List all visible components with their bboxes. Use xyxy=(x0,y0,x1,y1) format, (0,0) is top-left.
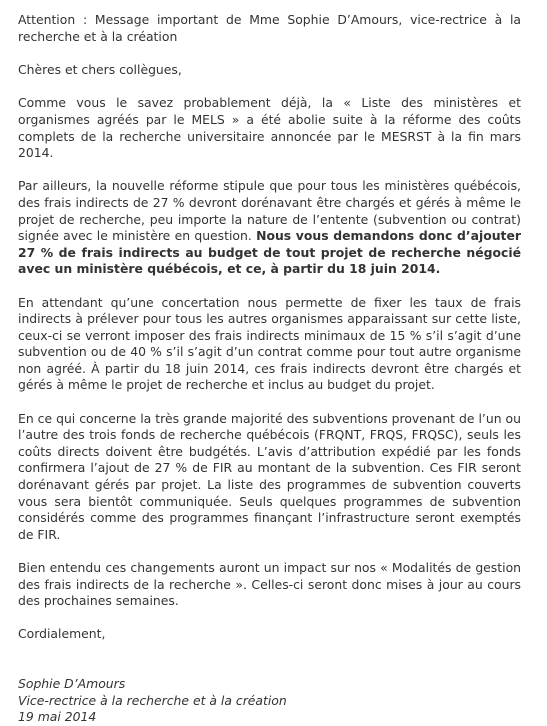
paragraph-reform xyxy=(18,178,521,278)
paragraph-abolition: Comme vous le savez probablement déjà, la « Liste des ministères et organismes agréés par le MELS » a été abolie suite à la réforme des coûts complets de la recherche universitaire annoncée par le MESRST à la fin mars 2014. xyxy=(18,95,521,161)
signature-date: 19 mai 2014 xyxy=(18,709,97,725)
signature-block xyxy=(18,676,521,726)
signature-name: Sophie D’Amours xyxy=(18,675,126,691)
paragraph-changes: Bien entendu ces changements auront un impact sur nos « Modalités de gestion des frais indirects de la recherche ». Celles-ci seront donc mises à jour au cours des prochaines semaines. xyxy=(18,560,521,609)
paragraph-reform-text: Par ailleurs, la nouvelle réforme stipule que pour tous les ministères québécois, des frais indirects de 27 % devront dorénavant être chargés et gérés à même le projet de recherche, peu importe la nature de l’entente (subvention ou contrat) signée avec le ministère en question. xyxy=(18,178,521,244)
salutation: Chères et chers collègues, xyxy=(18,62,182,78)
closing: Cordialement, xyxy=(18,626,106,642)
message-heading: Attention : Message important de Mme Sophie D’Amours, vice-rectrice à la recherche et à la création xyxy=(18,12,521,44)
signature-title: Vice-rectrice à la recherche et à la création xyxy=(18,692,287,708)
paragraph-other-organisms: En attendant qu’une concertation nous permette de fixer les taux de frais indirects à prélever pour tous les autres organismes apparaissant sur cette liste, ceux-ci se verront imposer des frais indirects minimaux de 15 % s’il s’agit d’une subvention ou de 40 % s’il s’agit d’un contrat comme pour tout autre organisme non agréé. À partir du 18 juin 2014, ces frais indirects devront être chargés et gérés à même le projet de recherche et inclus au budget du projet. xyxy=(18,294,521,393)
paragraph-subsidies: En ce qui concerne la très grande majorité des subventions provenant de l’un ou l’autre des trois fonds de recherche québécois (FRQNT, FRQS, FRQSC), seuls les coûts directs doivent être budgétés. L’avis d’attribution expédié par les fonds confirmera l’ajout de 27 % de FIR au montant de la subvention. Ces FIR seront dorénavant gérés par projet. La liste des programmes de subvention couverts vous sera bientôt communiquée. Seuls quelques programmes de subvention considérés comme des programmes finançant l’infrastructure seront exemptés de FIR. xyxy=(18,410,521,542)
paragraph-reform-emphasis: Nous vous demandons donc d’ajouter 27 % de frais indirects au budget de tout projet de recherche négocié avec un ministère québécois, et ce, à partir du 18 juin 2014. xyxy=(18,228,521,277)
